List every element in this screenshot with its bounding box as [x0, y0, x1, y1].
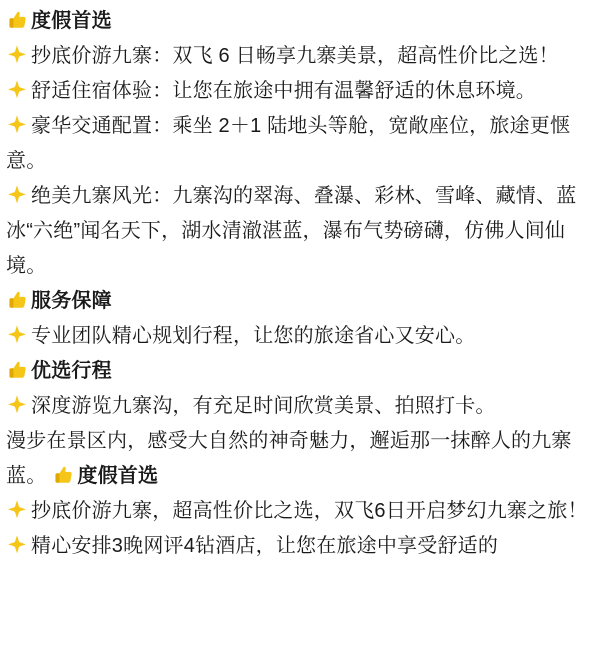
section-heading-text: 优选行程	[31, 360, 112, 382]
inline-heading-text: 度假首选	[77, 465, 159, 487]
paragraph-text: 深度游览九寨沟，有充足时间欣赏美景、拍照打卡。	[31, 395, 496, 417]
list-item	[6, 109, 604, 179]
sparkle-icon	[6, 534, 28, 556]
thumbs-up-icon	[6, 289, 28, 311]
list-item	[6, 389, 604, 424]
list-item	[6, 39, 604, 74]
sparkle-icon	[6, 79, 28, 101]
sparkle-icon	[6, 394, 28, 416]
paragraph-text: 抄底价游九寨：双飞 6 日畅享九寨美景，超高性价比之选！	[31, 45, 559, 67]
paragraph-text: 度假首选	[31, 10, 112, 32]
list-item	[6, 494, 604, 529]
paragraph-text: 精心安排3晚网评4钻酒店，让您在旅途中享受舒适的	[31, 535, 499, 557]
paragraph-text: 漫步在景区内，感受大自然的神奇魅力，邂逅那一抹醉人的九寨蓝。	[6, 430, 572, 487]
section-heading-text: 服务保障	[31, 290, 112, 312]
thumbs-up-icon	[52, 464, 74, 486]
paragraph-text: 绝美九寨风光：九寨沟的翠海、叠瀑、彩林、雪峰、藏情、蓝冰“六绝”闻名天下，湖水清澈湛蓝，瀑布气势磅礴，仿佛人间仙境。	[6, 185, 577, 277]
paragraph-text: 专业团队精心规划行程，让您的旅途省心又安心。	[31, 325, 476, 347]
sparkle-icon	[6, 114, 28, 136]
list-item	[6, 4, 604, 39]
thumbs-up-icon	[6, 359, 28, 381]
section-heading	[6, 284, 604, 319]
sparkle-icon	[6, 499, 28, 521]
list-item	[6, 179, 604, 284]
mixed-paragraph	[6, 424, 604, 494]
paragraph-text: 舒适住宿体验：让您在旅途中拥有温馨舒适的休息环境。	[31, 80, 536, 102]
list-item	[6, 74, 604, 109]
list-item	[6, 319, 604, 354]
list-item	[6, 529, 604, 564]
paragraph-text: 豪华交通配置：乘坐 2＋1 陆地头等舱，宽敞座位，旅途更惬意。	[6, 115, 571, 172]
thumbs-up-icon	[6, 9, 28, 31]
sparkle-icon	[6, 184, 28, 206]
paragraph-text: 抄底价游九寨，超高性价比之选，双飞6日开启梦幻九寨之旅！	[31, 500, 588, 522]
section-heading	[6, 354, 604, 389]
sparkle-icon	[6, 324, 28, 346]
sparkle-icon	[6, 44, 28, 66]
